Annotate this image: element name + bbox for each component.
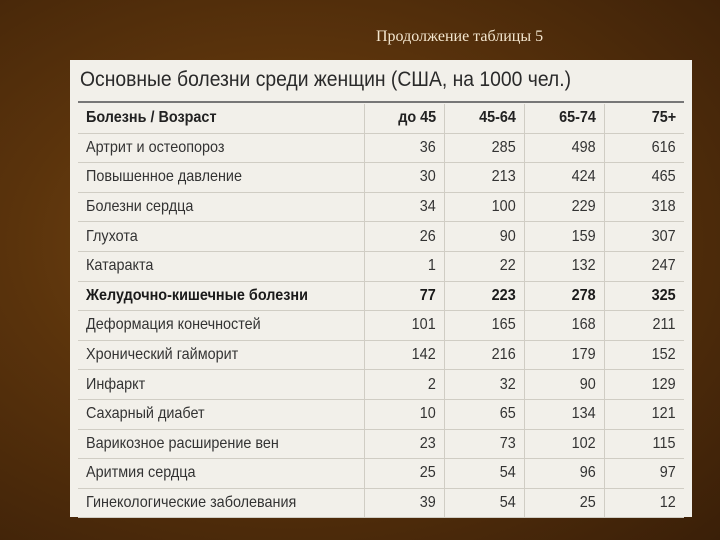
cell-text: 229 [571, 198, 596, 216]
value-cell [605, 163, 685, 193]
value-cell [445, 459, 525, 489]
value-cell [605, 281, 685, 311]
column-header-label: 75+ [651, 109, 676, 127]
value-cell [605, 192, 685, 222]
value-cell [525, 281, 605, 311]
header-row [78, 104, 684, 133]
cell-text: 34 [419, 198, 436, 216]
cell-text: 134 [571, 405, 596, 423]
table-image [70, 60, 692, 517]
cell-text: Катаракта [86, 257, 154, 275]
disease-name-cell [78, 340, 365, 370]
cell-text: 102 [571, 434, 596, 452]
value-cell [365, 488, 445, 518]
cell-text: 10 [419, 405, 436, 423]
table-row [78, 163, 684, 193]
value-cell [605, 133, 685, 163]
value-cell [525, 192, 605, 222]
value-cell [605, 311, 685, 341]
value-cell [525, 251, 605, 281]
cell-text: Глухота [86, 227, 138, 245]
cell-text: 616 [651, 138, 676, 156]
cell-text: Хронический гайморит [86, 346, 239, 364]
value-cell [445, 281, 525, 311]
cell-text: 179 [571, 346, 596, 364]
table-row [78, 133, 684, 163]
column-header [78, 104, 365, 133]
column-header-label: 65-74 [559, 109, 596, 127]
value-cell [605, 429, 685, 459]
value-cell [365, 251, 445, 281]
cell-text: 1 [427, 257, 436, 275]
value-cell [525, 399, 605, 429]
table-row [78, 370, 684, 400]
disease-name-cell [78, 222, 365, 252]
cell-text: 152 [651, 346, 676, 364]
cell-text: 121 [651, 405, 676, 423]
value-cell [525, 163, 605, 193]
cell-text: 90 [499, 227, 516, 245]
column-header [365, 104, 445, 133]
cell-text: 213 [491, 168, 516, 186]
disease-name-cell [78, 251, 365, 281]
cell-text: 168 [571, 316, 596, 334]
table-row [78, 311, 684, 341]
cell-text: 132 [571, 257, 596, 275]
value-cell [525, 222, 605, 252]
value-cell [365, 311, 445, 341]
cell-text: 325 [651, 286, 676, 304]
cell-text: 285 [491, 138, 516, 156]
table-title: Основные болезни среди женщин (США, на 1000 чел.) [80, 68, 572, 91]
cell-text: 2 [427, 375, 436, 393]
value-cell [525, 429, 605, 459]
column-header-label: 45-64 [479, 109, 516, 127]
value-cell [445, 340, 525, 370]
cell-text: 73 [499, 434, 516, 452]
cell-text: Варикозное расширение вен [86, 434, 279, 452]
cell-text: 39 [419, 494, 436, 512]
value-cell [445, 222, 525, 252]
disease-name-cell [78, 399, 365, 429]
table-row [78, 429, 684, 459]
cell-text: 90 [579, 375, 596, 393]
disease-name-cell [78, 370, 365, 400]
disease-name-cell [78, 281, 365, 311]
value-cell [525, 370, 605, 400]
cell-text: 26 [419, 227, 436, 245]
value-cell [605, 459, 685, 489]
cell-text: Болезни сердца [86, 198, 194, 216]
cell-text: 97 [659, 464, 676, 482]
cell-text: Повышенное давление [86, 168, 242, 186]
cell-text: 211 [653, 316, 676, 334]
cell-text: 12 [659, 494, 676, 512]
table-row [78, 251, 684, 281]
value-cell [605, 370, 685, 400]
value-cell [445, 429, 525, 459]
value-cell [445, 370, 525, 400]
cell-text: Желудочно-кишечные болезни [86, 286, 308, 304]
cell-text: 36 [419, 138, 436, 156]
table-row [78, 192, 684, 222]
table-row [78, 281, 684, 311]
cell-text: 159 [571, 227, 596, 245]
value-cell [365, 370, 445, 400]
cell-text: 307 [651, 227, 676, 245]
value-cell [445, 192, 525, 222]
disease-name-cell [78, 311, 365, 341]
cell-text: Гинекологические заболевания [86, 494, 297, 512]
value-cell [365, 133, 445, 163]
table-row [78, 488, 684, 518]
cell-text: 100 [491, 198, 516, 216]
value-cell [365, 459, 445, 489]
cell-text: 54 [499, 494, 516, 512]
cell-text: Сахарный диабет [86, 405, 205, 423]
table-row [78, 340, 684, 370]
value-cell [605, 340, 685, 370]
cell-text: 142 [411, 346, 436, 364]
value-cell [605, 222, 685, 252]
value-cell [365, 340, 445, 370]
cell-text: 54 [499, 464, 516, 482]
title-divider [78, 101, 684, 103]
cell-text: 32 [499, 375, 516, 393]
value-cell [365, 222, 445, 252]
cell-text: 223 [491, 286, 516, 304]
value-cell [365, 163, 445, 193]
cell-text: 22 [499, 257, 516, 275]
cell-text: 165 [491, 316, 516, 334]
cell-text: 424 [571, 168, 596, 186]
disease-table [78, 104, 684, 518]
column-header-label: до 45 [398, 109, 436, 127]
column-header-label: Болезнь / Возраст [86, 109, 217, 127]
value-cell [605, 251, 685, 281]
cell-text: 498 [571, 138, 596, 156]
disease-name-cell [78, 488, 365, 518]
disease-name-cell [78, 429, 365, 459]
value-cell [605, 399, 685, 429]
column-header [445, 104, 525, 133]
column-header [525, 104, 605, 133]
value-cell [605, 488, 685, 518]
table-row [78, 222, 684, 252]
value-cell [445, 399, 525, 429]
cell-text: 129 [651, 375, 676, 393]
value-cell [445, 488, 525, 518]
value-cell [365, 429, 445, 459]
disease-name-cell [78, 163, 365, 193]
value-cell [525, 488, 605, 518]
disease-name-cell [78, 133, 365, 163]
cell-text: 30 [419, 168, 436, 186]
value-cell [365, 192, 445, 222]
cell-text: Инфаркт [86, 375, 146, 393]
value-cell [445, 163, 525, 193]
cell-text: 465 [651, 168, 676, 186]
cell-text: 247 [651, 257, 676, 275]
cell-text: 216 [491, 346, 516, 364]
table-row [78, 459, 684, 489]
value-cell [365, 399, 445, 429]
cell-text: 318 [651, 198, 676, 216]
disease-name-cell [78, 459, 365, 489]
value-cell [445, 133, 525, 163]
cell-text: 278 [571, 286, 596, 304]
cell-text: Деформация конечностей [86, 316, 261, 334]
cell-text: Артрит и остеопороз [86, 138, 225, 156]
cell-text: 96 [579, 464, 596, 482]
column-header [605, 104, 685, 133]
cell-text: 115 [653, 434, 676, 452]
cell-text: 101 [411, 316, 436, 334]
value-cell [365, 281, 445, 311]
value-cell [525, 340, 605, 370]
value-cell [525, 133, 605, 163]
cell-text: 65 [499, 405, 516, 423]
value-cell [445, 311, 525, 341]
cell-text: 23 [419, 434, 436, 452]
value-cell [445, 251, 525, 281]
cell-text: 77 [419, 286, 436, 304]
slide-caption: Продолжение таблицы 5 [376, 28, 544, 45]
cell-text: Аритмия сердца [86, 464, 196, 482]
disease-name-cell [78, 192, 365, 222]
value-cell [525, 459, 605, 489]
value-cell [525, 311, 605, 341]
table-row [78, 399, 684, 429]
cell-text: 25 [579, 494, 596, 512]
cell-text: 25 [419, 464, 436, 482]
